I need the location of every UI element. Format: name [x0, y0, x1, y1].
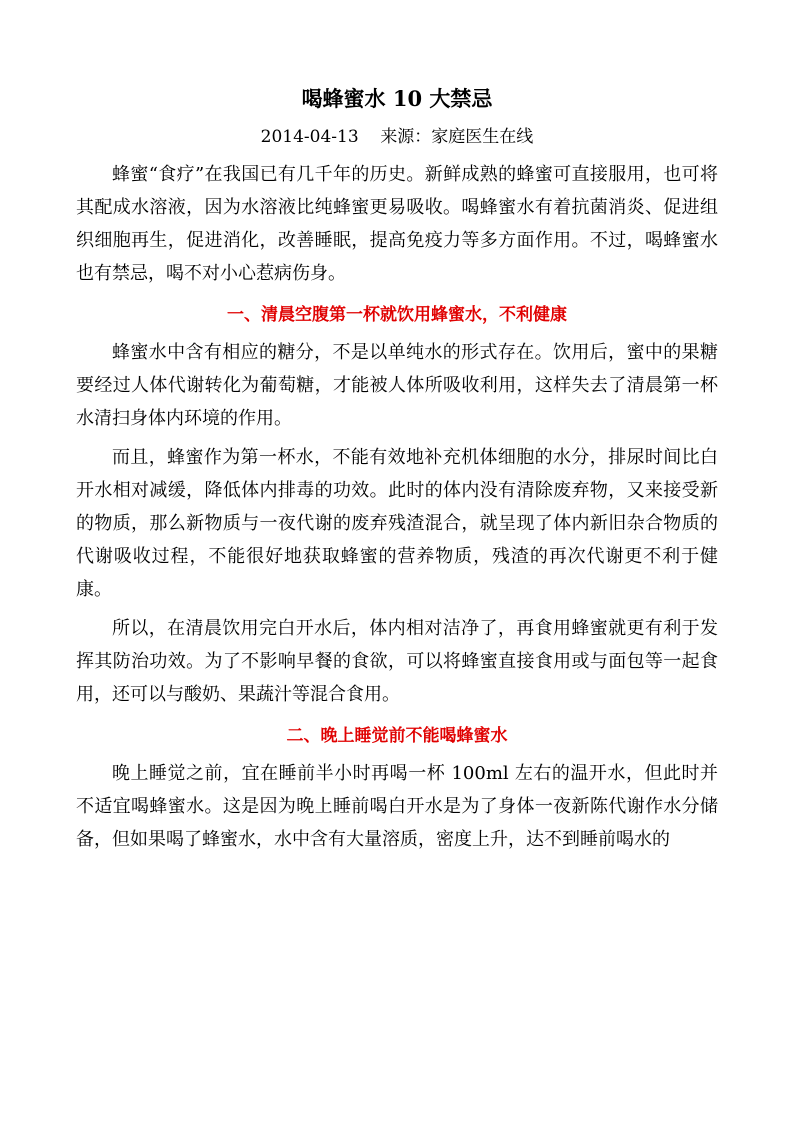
- document-meta: [76, 122, 718, 152]
- section-heading-2: 二、晚上睡觉前不能喝蜂蜜水: [286, 726, 508, 746]
- intro-paragraph: 蜂蜜“食疗”在我国已有几千年的历史。新鲜成熟的蜂蜜可直接服用，也可将其配成水溶液，因为水溶液比纯蜂蜜更易吸收。喝蜂蜜水有着抗菌消炎、促进组织细胞再生，促进消化，改善睡眠，提高免疫力等多方面作用。不过，喝蜂蜜水也有禁忌，喝不对小心惹病伤身。: [76, 164, 718, 284]
- section-1-paragraph-2: 而且，蜂蜜作为第一杯水，不能有效地补充机体细胞的水分，排尿时间比白开水相对减缓，降低体内排毒的功效。此时的体内没有清除废弃物，又来接受新的物质，那么新物质与一夜代谢的废弃残渣混合，就呈现了体内新旧杂合物质的代谢吸收过程，不能很好地获取蜂蜜的营养物质，残渣的再次代谢更不利于健康。: [76, 447, 718, 600]
- section-heading-1: 一、清晨空腹第一杯就饮用蜂蜜水，不利健康: [227, 305, 567, 325]
- document-title: 喝蜂蜜水 10 大禁忌: [301, 86, 493, 111]
- document-source: 来源：家庭医生在线: [380, 127, 534, 147]
- section-1-paragraph-3: 所以，在清晨饮用完白开水后，体内相对洁净了，再食用蜂蜜就更有利于发挥其防治功效。为了不影响早餐的食欲，可以将蜂蜜直接食用或与面包等一起食用，还可以与酸奶、果蔬汁等混合食用。: [76, 618, 718, 705]
- section-1-paragraph-1: 蜂蜜水中含有相应的糖分，不是以单纯水的形式存在。饮用后，蜜中的果糖要经过人体代谢转化为葡萄糖，才能被人体所吸收利用，这样失去了清晨第一杯水清扫身体内环境的作用。: [76, 342, 718, 429]
- document-date: 2014-04-13: [260, 127, 359, 147]
- section-2-paragraph-1: 晚上睡觉之前，宜在睡前半小时再喝一杯 100ml 左右的温开水，但此时并不适宜喝蜂蜜水。这是因为晚上睡前喝白开水是为了身体一夜新陈代谢作水分储备，但如果喝了蜂蜜水，水中含有大量溶质，密度上升，达不到睡前喝水的: [76, 763, 718, 850]
